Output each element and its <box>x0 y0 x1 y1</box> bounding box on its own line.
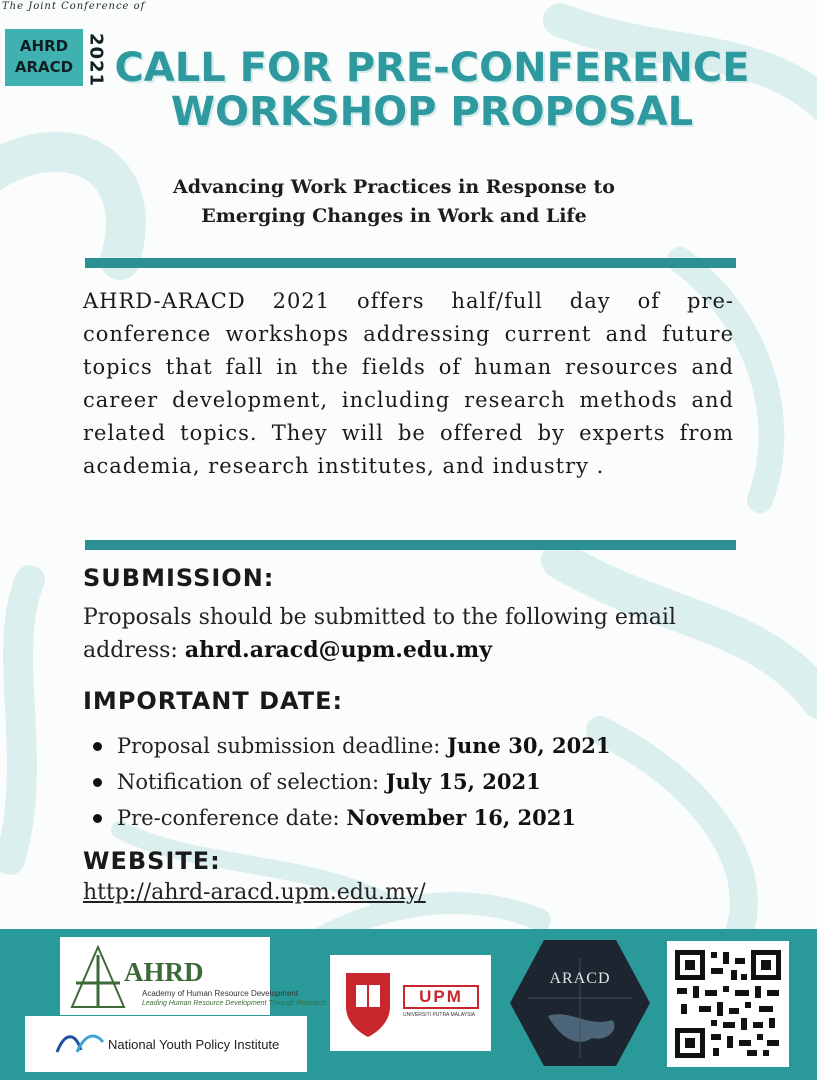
year-vertical <box>83 30 109 90</box>
submission-email-link[interactable]: ahrd.aracd@upm.edu.my <box>184 637 492 663</box>
upm-wordmark: UPM <box>403 985 479 1009</box>
date-item-pre-conference <box>93 800 611 836</box>
logo-line-aracd: ARACD <box>14 58 74 76</box>
upm-logo-card <box>330 955 491 1051</box>
date-item-value: July 15, 2021 <box>385 769 541 794</box>
page-title <box>112 46 752 134</box>
date-item-label: Pre-conference date: <box>117 806 340 830</box>
aracd-logo-name: ARACD <box>549 970 611 987</box>
ahrd-emblem-icon <box>70 945 126 1009</box>
qr-code-icon[interactable] <box>675 950 781 1058</box>
website-link[interactable]: http://ahrd-aracd.upm.edu.my/ <box>83 880 426 905</box>
ahrd-logo-card <box>60 937 327 1015</box>
conference-caption: The Joint Conference of <box>2 1 146 12</box>
date-item-proposal-deadline <box>93 728 611 764</box>
ahrd-full-name: Academy of Human Resource Development <box>142 989 299 998</box>
ahrd-logo-name: AHRD <box>124 957 204 987</box>
submission-text <box>83 601 753 667</box>
intro-paragraph: AHRD-ARACD 2021 offers half/full day of pre-conference workshops addressing current and future topics that fall in the fields of human resources and career development, including research methods and related topics. They will be offered by experts from academia, research institutes, and industry . <box>83 289 734 478</box>
nypi-logo-card <box>25 1016 307 1072</box>
important-date-list <box>93 728 611 836</box>
logo-line-ahrd: AHRD <box>19 37 69 55</box>
date-item-notification <box>93 764 611 800</box>
date-item-value: November 16, 2021 <box>346 805 576 830</box>
divider-top <box>85 258 736 268</box>
year-label: 2021 <box>85 32 107 88</box>
title-line-2: WORKSHOP PROPOSAL <box>170 89 694 135</box>
nypi-emblem-icon <box>55 1030 105 1056</box>
upm-crest-icon <box>340 967 396 1039</box>
website-heading: WEBSITE: <box>83 847 221 875</box>
divider-bottom <box>85 540 736 550</box>
subtitle-line-1: Advancing Work Practices in Response to <box>173 176 615 198</box>
important-date-heading: IMPORTANT DATE: <box>83 687 344 715</box>
ahrd-tagline: Leading Human Resource Development Through Research <box>142 1000 327 1007</box>
date-item-label: Proposal submission deadline: <box>117 734 441 758</box>
submission-instruction: Proposals should be submitted to the following email address: <box>83 605 676 663</box>
date-item-label: Notification of selection: <box>117 770 380 794</box>
date-item-value: June 30, 2021 <box>447 733 611 758</box>
aracd-hexagon-logo <box>508 938 652 1068</box>
submission-heading: SUBMISSION: <box>83 564 275 592</box>
nypi-name: National Youth Policy Institute <box>108 1037 280 1052</box>
upm-subtitle: UNIVERSITI PUTRA MALAYSIA <box>403 1012 476 1018</box>
title-line-1: CALL FOR PRE-CONFERENCE <box>114 45 750 91</box>
theme-subtitle <box>85 173 703 231</box>
subtitle-line-2: Emerging Changes in Work and Life <box>201 205 587 227</box>
ahrd-aracd-logo <box>5 29 83 86</box>
